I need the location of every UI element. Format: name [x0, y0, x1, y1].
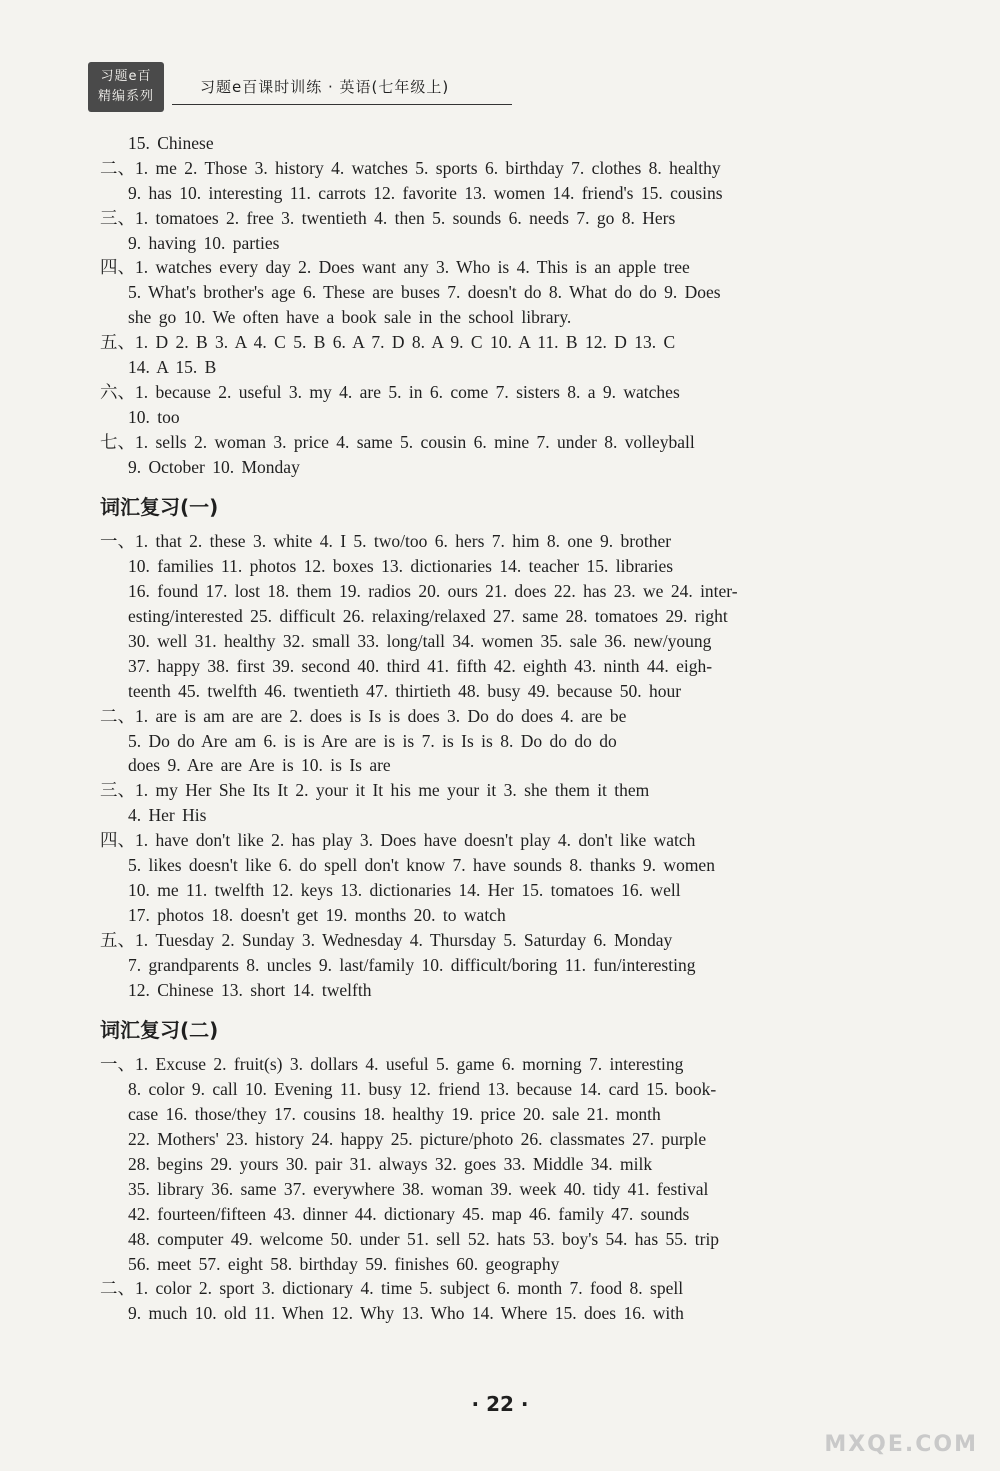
series-logo	[88, 62, 164, 112]
answer-line: 12. Chinese 13. short 14. twelfth	[128, 979, 372, 1000]
answer-line: 三、1. my Her She Its It 2. your it It his me your it 3. she them it them	[100, 780, 650, 801]
answer-line: 5. likes doesn't like 6. do spell don't know 7. have sounds 8. thanks 9. women	[128, 855, 715, 876]
answer-line: 42. fourteen/fifteen 43. dinner 44. dictionary 45. map 46. family 47. sounds	[128, 1203, 690, 1224]
answer-line: 16. found 17. lost 18. them 19. radios 20. ours 21. does 22. has 23. we 24. inter-	[128, 581, 738, 602]
answer-line: does 9. Are are Are is 10. is Is are	[128, 755, 391, 776]
page-number: · 22 ·	[471, 1392, 529, 1416]
answer-content	[100, 131, 900, 1326]
answer-line: 37. happy 38. first 39. second 40. third 41. fifth 42. eighth 43. ninth 44. eigh-	[128, 655, 713, 676]
answer-line: 9. having 10. parties	[128, 232, 280, 253]
answer-line: 15. Chinese	[128, 133, 214, 153]
running-header: 习题e百课时训练 · 英语(七年级上)	[200, 78, 450, 96]
answer-line: 22. Mothers' 23. history 24. happy 25. picture/photo 26. classmates 27. purple	[128, 1129, 707, 1150]
answer-line: 一、1. that 2. these 3. white 4. I 5. two/too 6. hers 7. him 8. one 9. brother	[100, 531, 672, 552]
answer-line: 一、1. Excuse 2. fruit(s) 3. dollars 4. useful 5. game 6. morning 7. interesting	[100, 1054, 684, 1075]
answer-line: 二、1. color 2. sport 3. dictionary 4. time 5. subject 6. month 7. food 8. spell	[100, 1278, 684, 1299]
answer-line: she go 10. We often have a book sale in the school library.	[128, 307, 572, 328]
answer-line: 8. color 9. call 10. Evening 11. busy 12. friend 13. because 14. card 15. book-	[128, 1079, 717, 1100]
answer-line: 10. too	[128, 406, 180, 427]
site-watermark: MXQE.COM	[824, 1432, 978, 1457]
answer-line: 七、1. sells 2. woman 3. price 4. same 5. cousin 6. mine 7. under 8. volleyball	[100, 431, 695, 452]
answer-line: 35. library 36. same 37. everywhere 38. woman 39. week 40. tidy 41. festival	[128, 1178, 709, 1199]
section-title-vocab-1: 词汇复习(一)	[100, 495, 219, 520]
answer-line: 7. grandparents 8. uncles 9. last/family 10. difficult/boring 11. fun/interesting	[128, 954, 696, 975]
answer-line: 二、1. are is am are are 2. does is Is is does 3. Do do does 4. are be	[100, 705, 627, 726]
answer-line: 10. families 11. photos 12. boxes 13. dictionaries 14. teacher 15. libraries	[128, 556, 674, 577]
answer-line: esting/interested 25. difficult 26. relaxing/relaxed 27. same 28. tomatoes 29. right	[128, 606, 728, 627]
answer-line: 48. computer 49. welcome 50. under 51. sell 52. hats 53. boy's 54. has 55. trip	[128, 1228, 720, 1249]
answer-line: 三、1. tomatoes 2. free 3. twentieth 4. then 5. sounds 6. needs 7. go 8. Hers	[100, 207, 676, 228]
answer-line: 四、1. have don't like 2. has play 3. Does have doesn't play 4. don't like watch	[100, 830, 696, 851]
answer-line: 5. Do do Are am 6. is is Are are is is 7. is Is is 8. Do do do do	[128, 730, 617, 751]
answer-line: 17. photos 18. doesn't get 19. months 20. to watch	[128, 904, 506, 925]
logo-line-2: 精编系列	[97, 89, 154, 104]
answer-line: 14. A 15. B	[128, 357, 217, 378]
answer-line: 四、1. watches every day 2. Does want any 3. Who is 4. This is an apple tree	[100, 257, 690, 278]
answer-line: 10. me 11. twelfth 12. keys 13. dictionaries 14. Her 15. tomatoes 16. well	[128, 879, 681, 900]
answer-line: 5. What's brother's age 6. These are buses 7. doesn't do 8. What do do 9. Does	[128, 282, 721, 303]
logo-line-1: 习题e百	[100, 69, 152, 84]
section-title-vocab-2: 词汇复习(二)	[100, 1018, 219, 1043]
answer-line: 五、1. Tuesday 2. Sunday 3. Wednesday 4. Thursday 5. Saturday 6. Monday	[100, 929, 673, 950]
answer-line: 六、1. because 2. useful 3. my 4. are 5. in 6. come 7. sisters 8. a 9. watches	[100, 381, 680, 402]
answer-line: 4. Her His	[128, 805, 207, 826]
answer-line: 五、1. D 2. B 3. A 4. C 5. B 6. A 7. D 8. A 9. C 10. A 11. B 12. D 13. C	[100, 332, 676, 353]
answer-line: 56. meet 57. eight 58. birthday 59. finishes 60. geography	[128, 1253, 560, 1274]
answer-line: teenth 45. twelfth 46. twentieth 47. thirtieth 48. busy 49. because 50. hour	[128, 680, 682, 701]
answer-line: case 16. those/they 17. cousins 18. healthy 19. price 20. sale 21. month	[128, 1104, 661, 1125]
answer-line: 30. well 31. healthy 32. small 33. long/tall 34. women 35. sale 36. new/young	[128, 631, 712, 652]
header-rule	[172, 104, 512, 105]
answer-line: 9. much 10. old 11. When 12. Why 13. Who 14. Where 15. does 16. with	[128, 1303, 684, 1324]
answer-line: 二、1. me 2. Those 3. history 4. watches 5. sports 6. birthday 7. clothes 8. healthy	[100, 157, 721, 178]
answer-line: 9. has 10. interesting 11. carrots 12. favorite 13. women 14. friend's 15. cousins	[128, 182, 723, 203]
answer-line: 9. October 10. Monday	[128, 456, 300, 477]
answer-line: 28. begins 29. yours 30. pair 31. always 32. goes 33. Middle 34. milk	[128, 1153, 653, 1174]
